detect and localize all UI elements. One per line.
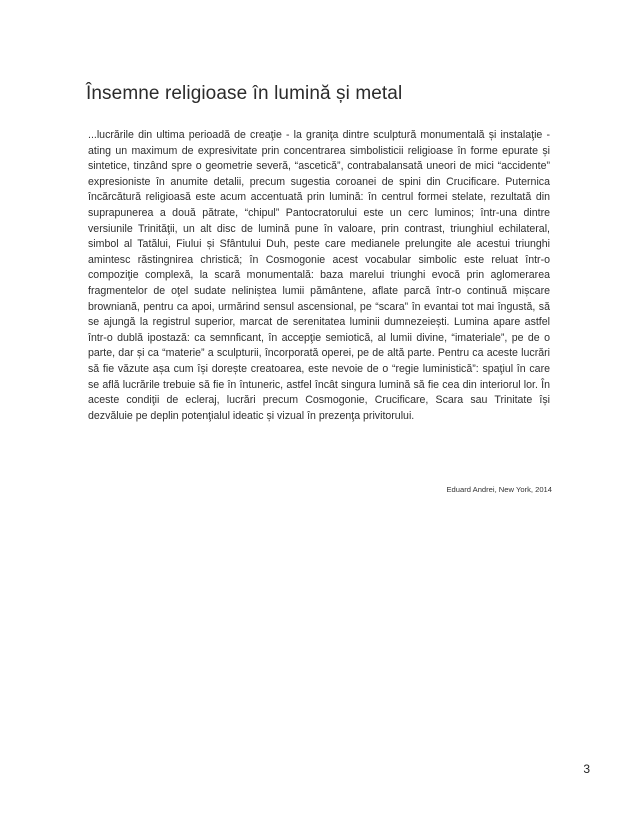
page-title: Însemne religioase în lumină și metal (86, 83, 403, 104)
page-number: 3 (583, 762, 590, 776)
author-signature: Eduard Andrei, New York, 2014 (446, 485, 552, 494)
body-paragraph: ...lucrările din ultima perioadă de creaţie - la graniţa dintre sculptură monumentală și instalaţie - ating un maximum de expresivitate prin concentrarea simbolisticii religioase în forme epurate și sintetice, tinzând spre o geometrie severă, “ascetică”, contrabalansată uneori de mici “accidente” expresioniste în anumite detalii, precum sugestia coroanei de spini din Crucificare. Puternica încărcătură religioasă este acum accentuată prin lumină: în centrul formei stelate, rezultată din suprapunerea a două pătrate, “chipul” Pantocratorului este un cerc luminos; într-una dintre versiunile Trinităţii, un alt disc de lumină pune în valoare, prin contrast, triunghiul echilateral, simbol al Tatălui, Fiului și Sfântului Duh, peste care medianele prelungite ale acestui triunghi amintesc răstingnirea christică; în Cosmogonie acest vocabular simbolic este reluat într-o compoziţie complexă, la scară monumentală: baza marelui triunghi evocă prin aglomerarea fragmentelor de oţel sudate neliniștea lumii pământene, aflate parcă într-o continuă mișcare browniană, pentru ca apoi, urmărind sensul ascensional, pe “scara” în evantai tot mai îngustă, să se ajungă la registrul superior, marcat de serenitatea luminii dumnezeiești. Lumina apare astfel într-o dublă ipostază: ca semnficant, în accepţie semiotică, al lumii divine, “imateriale”, pe de o parte, dar și ca “materie” a sculpturii, încorporată operei, pe de altă parte. Pentru ca aceste lucrări să fie văzute așa cum își dorește creatoarea, este nevoie de o “regie luministică”: spaţiul în care se află lucrările trebuie să fie în întuneric, astfel încât singura lumină să fie cea din interiorul lor. În aceste condiţii de ecleraj, lucrări precum Cosmogonie, Crucificare, Scara sau Trinitate își dezvăluie pe deplin potenţialul ideatic și vizual în prezenţa privitorului. (88, 129, 550, 422)
